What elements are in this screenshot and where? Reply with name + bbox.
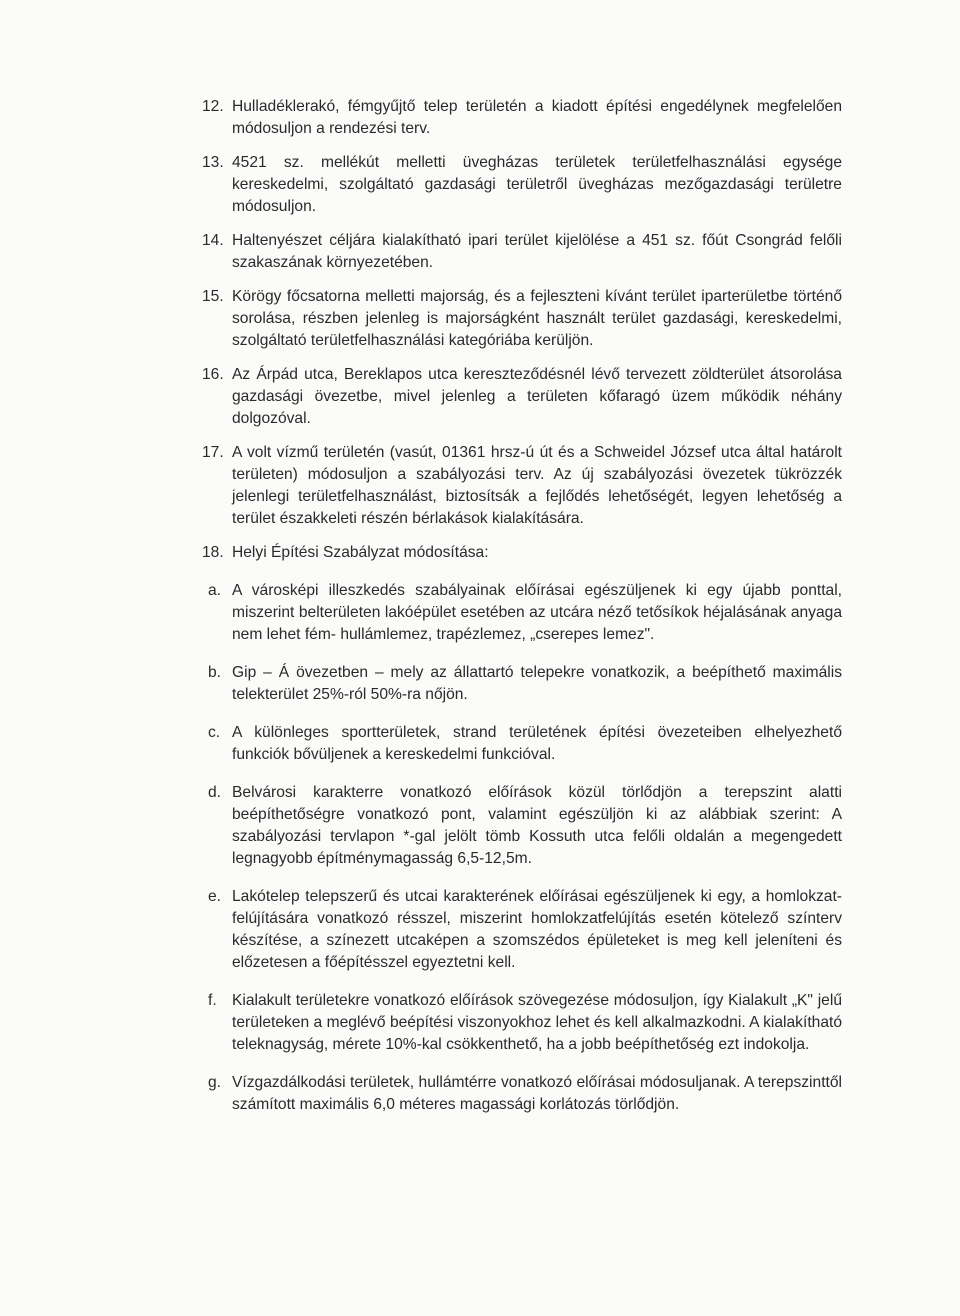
sub-text: Kialakult területekre vonatkozó előírások szövegezése módosuljon, így Kialakult „K" jelű területeken a meglévő beépítési viszonyokhoz lehet és kell alkalmazkodni. A kialakítható teleknagyság, mérete 10%-kal csökkenthető, ha a jobb beépíthetőség ezt indokolja. [232,992,842,1053]
sub-letter: g. [208,1074,222,1091]
section-title: Helyi Építési Szabályzat módosítása: [232,544,489,561]
item-text: Körögy főcsatorna melletti majorság, és a fejleszteni kívánt terület iparterületbe történő sorolása, részben jelenleg is majorságként használt terület gazdasági, kereskedelmi, szolgáltató területfelhasználási kategóriába kerüljön. [232,288,842,349]
sub-letter: b. [208,664,222,681]
sub-text: Gip – Á övezetben – mely az állattartó telepekre vonatkozik, a beépíthető maximális telekterület 25%-ról 50%-ra nőjön. [232,664,842,703]
list-item [202,364,842,430]
sub-item [202,782,842,870]
list-item [202,230,842,274]
sub-item [202,580,842,646]
list-item [202,442,842,530]
document-body [202,96,842,1130]
item-text: Hulladéklerakó, fémgyűjtő telep területén a kiadott építési engedélynek megfelelően módosuljon a rendezési terv. [232,98,842,137]
sub-item [202,886,842,974]
list-item [202,96,842,140]
sub-letter: d. [208,784,222,801]
list-item [202,286,842,352]
sub-text: A különleges sportterületek, strand területének építési övezeteiben elhelyezhető funkciók bővüljenek a kereskedelmi funkcióval. [232,724,842,763]
item-number: 14. [202,232,224,249]
sub-letter: c. [208,724,221,741]
sub-item [202,722,842,766]
item-number: 13. [202,154,224,171]
sub-letter: a. [208,582,222,599]
item-number: 17. [202,444,224,461]
sub-text: A városképi illeszkedés szabályainak előírásai egészüljenek ki egy újabb ponttal, miszerint belterületen lakóépület esetében az utcára néző tetősíkok héjalásának anyaga nem lehet fém- hullámlemez, trapézlemez, „cserepes lemez". [232,582,842,643]
sub-text: Vízgazdálkodási területek, hullámtérre vonatkozó előírásai módosuljanak. A terepszinttől számított maximális 6,0 méteres magassági korlátozás törlődjön. [232,1074,842,1113]
sub-item [202,662,842,706]
list-item-18 [202,542,842,564]
item-number: 15. [202,288,224,305]
numbered-list [202,96,842,530]
sub-item [202,990,842,1056]
item-text: Haltenyészet céljára kialakítható ipari terület kijelölése a 451 sz. főút Csongrád felőli szakaszának környezetében. [232,232,842,271]
sub-letter: f. [208,992,217,1009]
sub-letter: e. [208,888,222,905]
sub-text: Lakótelep telepszerű és utcai karakterének előírásai egészüljenek ki egy, a homlokzat-felújítására vonatkozó résszel, miszerint homlokzatfelújítás esetén kötelező színterv készítése, a színezett utcaképen a szomszédos épületeket is meg kell jeleníteni és előzetesen a főépítésszel egyeztetni kell. [232,888,842,971]
sub-item [202,1072,842,1116]
item-number: 16. [202,366,224,383]
item-number: 18. [202,544,224,561]
item-text: Az Árpád utca, Bereklapos utca kereszteződésnél lévő tervezett zöldterület átsorolása gazdasági övezetbe, mivel jelenleg a területen kőfaragó üzem működik néhány dolgozóval. [232,366,842,427]
item-text: 4521 sz. mellékút melletti üvegházas területek területfelhasználási egysége kereskedelmi, szolgáltató gazdasági területről üvegházas mezőgazdasági területre módosuljon. [232,154,842,215]
list-item [202,152,842,218]
sub-list [202,580,842,1116]
item-text: A volt vízmű területén (vasút, 01361 hrsz-ú út és a Schweidel József utca által határolt területen) módosuljon a szabályozási terv. Az új szabályozási övezetek tükrözzék jelenlegi területfelhasználást, biztosítsák a fejlődés lehetőségét, legyen lehetőség a terület északkeleti részén bérlakások kialakítására. [232,444,842,527]
item-number: 12. [202,98,224,115]
sub-text: Belvárosi karakterre vonatkozó előírások közül törlődjön a terepszint alatti beépíthetőségre vonatkozó pont, valamint egészüljön ki az alábbiak szerint: A szabályozási tervlapon *-gal jelölt tömb Kossuth utca felőli oldalán a megengedett legnagyobb építménymagasság 6,5-12,5m. [232,784,842,867]
